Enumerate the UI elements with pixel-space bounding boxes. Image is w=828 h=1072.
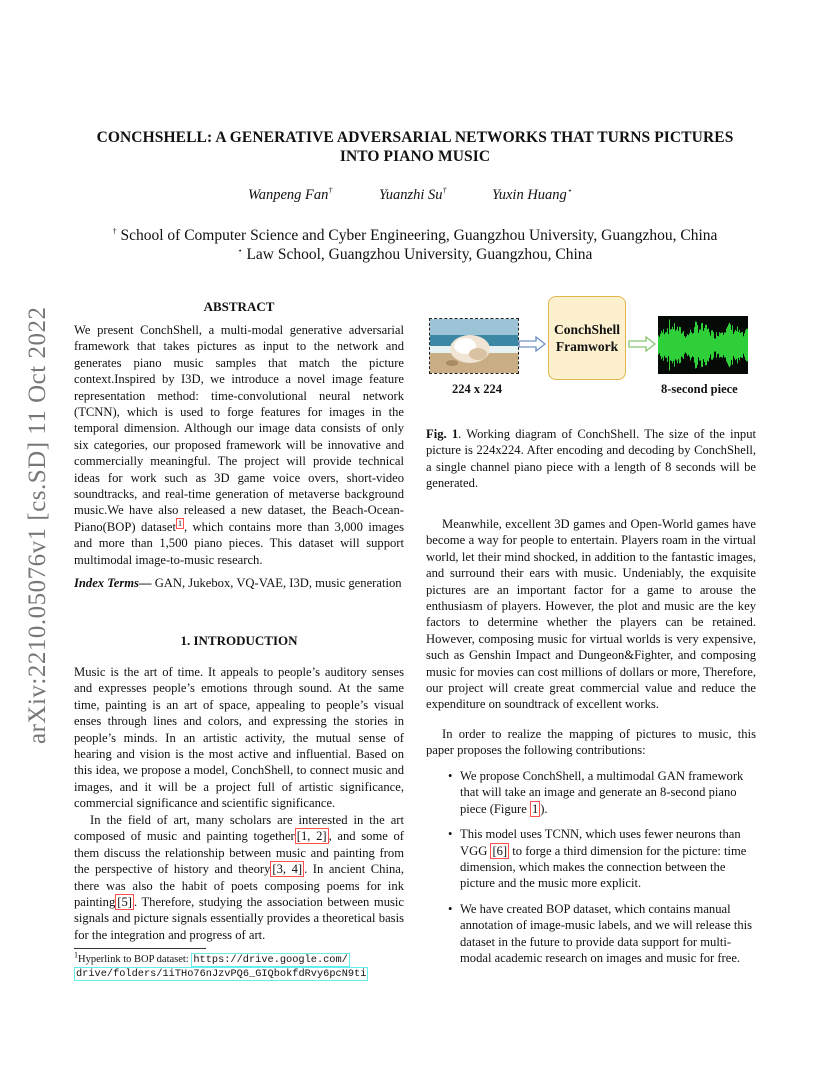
list-item: • This model uses TCNN, which uses fewer neurons than VGG [6] to forge a third dimension for the picture: time dimension, which makes the connection between the picture and the music more explicit. [448,827,747,891]
intro-paragraph-1: Music is the art of time. It appeals to people’s auditory senses and expresses people’s emotions through sound. At the same time, painting is an art of space, appealing to people’s visual enses through lines and colors, and expressing the stories in people’s minds. In an artistic activity, the mutual sense of hearing and vision is the most active and influential. Based on this idea, we propose a model, ConchShell, to connect music and images, and it will be a project full of artistic significance, commercial significance and scientific significance. [74,665,404,811]
arrow-right-icon [628,336,656,352]
author-list [70,187,760,209]
title-line-1: CONCHSHELL: A GENERATIVE ADVERSARIAL NETWORKS THAT TURNS PICTURES [96,129,734,146]
citation-link[interactable]: [3, 4] [272,862,303,877]
right-paragraph-2: In order to realize the mapping of pictures to music, this paper proposes the following contributions: [426,727,756,758]
abstract-text: We present ConchShell, a multi-modal generative adversarial framework that takes pictures as input to the network and generates piano music samples that match the picture context.Inspired by I3D, we introduce a novel image feature representation method: time-convolutional neural network (TCNN), which is used to forge features for images in the temporal dimension. Although our image data consists of only six categories, our proposed framework will be innovative and commercially meaningful. The project will provide technical ideas for work such as 3D game voice overs, short-video soundtracks, and real-time generation of metaverse background music.We have also released a new dataset, the Beach-Ocean-Piano(BOP) dataset $^1$ , which contains more than 3,000 images and more than 1,500 piano pieces. This dataset will support multimodal image-to-music research. [74,323,404,567]
output-label: 8-second piece [661,382,738,396]
bullet-icon: • [448,769,453,783]
figure-link[interactable]: 1 [531,801,539,816]
intro-paragraph-2: In the field of art, many scholars are interested in the art composed of music and painting together [1, 2] , and some of them discuss the relationship between music and painting from the perspective of history and theory [3, 4] . In ancient China, there was also the habit of poets composing poems for ink painting [5] . Therefore, studying the association between music signals and picture signals essentially provides a theoretical basis for the integration and progress of art. [74,813,404,942]
contributions-list [426,768,756,975]
right-paragraph-1: Meanwhile, excellent 3D games and Open-World games have become a way for people to entertain. Players roam in the virtual world, let their mind shocked, in addition to the fantastic images, and surround their ears with music. Undeniably, the exquisite pictures are an important factor for a game to arouse the enthusiasm of players. However, the plot and music are the key factors to determine whether the players can be retained. However, composing music for virtual worlds is very expensive, such as Genshin Impact and Dungeon&Fighter, and composing music for movies can cost millions of dollars or more, Therefore, our project will create great commercial value and reduce the expenditure on soundtrack of excellent works. [426,517,756,712]
list-item: • We have created BOP dataset, which contains manual annotation of image-music labels, and we will release this dataset in the future to provide data support for multi-modal academic research on images and music for free. [448,901,753,966]
citation-link[interactable]: [1, 2] [296,829,327,844]
abstract-heading: ABSTRACT [203,299,275,314]
intro-heading: 1. INTRODUCTION [180,633,298,648]
dataset-link[interactable]: https://drive.google.com/ [193,954,348,966]
footnote-ref[interactable]: 1 [177,518,182,528]
input-size-label: 224 x 224 [452,382,502,396]
citation-link[interactable]: [6] [492,843,508,858]
author-1: Wanpeng Fan† [248,186,333,203]
bullet-icon: • [448,901,453,916]
author-2: Yuanzhi Su† [379,186,447,203]
affiliation-1: † School of Computer Science and Cyber Engineering, Guangzhou University, Guangzhou, China [112,226,718,244]
bullet-icon: • [448,827,453,842]
footnote: $^1$Hyperlink to BOP dataset: https://drive.google.com/ drive/folders/1iTHo76nJzvPQ6_GIQbokfdRvy6pcN9ti [74,950,367,980]
figure-caption: Fig. 1. Working diagram of ConchShell. The size of the input picture is 224x224. After encoding and decoding by ConchShell, a single channel piano piece with a length of 8 seconds will be generated. [426,427,756,491]
citation-link[interactable]: [5] [117,895,132,910]
dataset-link-continued[interactable]: drive/folders/1iTHo76nJzvPQ6_GIQbokfdRvy6pcN9ti [76,968,367,980]
arrow-right-icon [518,336,546,352]
paper-title [70,128,760,166]
conchshell-framework-box: ConchShell Framwork [548,296,626,380]
beach-image [429,318,519,374]
waveform-image [658,316,748,374]
arxiv-identifier: arXiv:2210.05076v1 [cs.SD] 11 Oct 2022 [24,306,51,744]
figure-1 [426,296,756,401]
affiliation-2: ⋆ Law School, Guangzhou University, Guangzhou, China [237,245,593,263]
index-terms-label: Index Terms— [74,576,152,590]
footnote-divider [74,948,206,949]
title-line-2: INTO PIANO MUSIC [339,148,491,165]
affiliations [60,226,770,264]
author-3: Yuxin Huang⋆ [492,186,572,203]
list-item: • We propose ConchShell, a multimodal GAN framework that will take an image and generate an 8-second piano piece (Figure 1 ). [448,769,744,816]
index-terms: Index Terms— GAN, Jukebox, VQ-VAE, I3D, music generation [74,576,402,590]
